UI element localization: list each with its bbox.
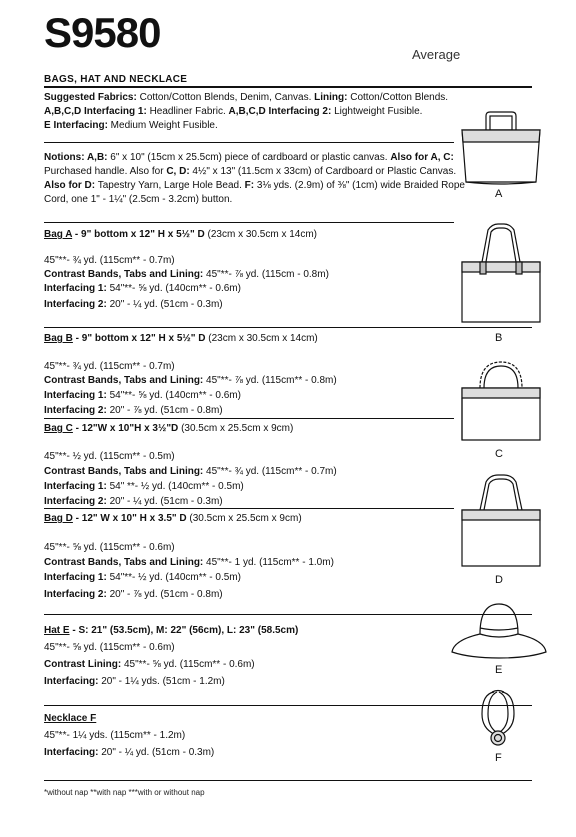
divider [44, 142, 454, 143]
divider [44, 86, 532, 88]
hat-e-row: Interfacing: 20" - 1¼ yds. (51cm - 1.2m) [44, 676, 225, 687]
bag-a-row: Interfacing 1: 54"**- ⅝ yd. (140cm** - 0.6m) [44, 283, 241, 294]
bag-a-title: Bag A - 9" bottom x 12" H x 5½" D (23cm x 30.5cm x 14cm) [44, 229, 318, 240]
bag-d-row: Contrast Bands, Tabs and Lining: 45"**- 1 yd. (115cm** - 1.0m) [44, 557, 334, 568]
necklace-f-illustration [476, 688, 520, 750]
divider [44, 222, 454, 223]
bag-a-illustration [456, 110, 546, 185]
subtitle: BAGS, HAT AND NECKLACE [44, 74, 188, 85]
bag-b-row: Interfacing 2: 20" - ⅞ yd. (51cm - 0.8m) [44, 405, 223, 416]
bag-b-illustration [458, 222, 544, 332]
hat-e-row: 45"**- ⅝ yd. (115cm** - 0.6m) [44, 642, 175, 653]
bag-b-row: Interfacing 1: 54"**- ⅝ yd. (140cm** - 0.6m) [44, 390, 241, 401]
necklace-f-row: Interfacing: 20" - ¼ yd. (51cm - 0.3m) [44, 747, 215, 758]
bag-c-illustration [458, 358, 544, 448]
bag-d-row: Interfacing 1: 54"**- ½ yd. (140cm** - 0.5m) [44, 572, 241, 583]
bag-d-illustration [458, 472, 544, 572]
necklace-f-row: 45"**- 1¼ yds. (115cm** - 1.2m) [44, 730, 186, 741]
bag-c-row: Interfacing 2: 20" - ¼ yd. (51cm - 0.3m) [44, 496, 223, 507]
fabrics-line-3: E Interfacing: Medium Weight Fusible. [44, 120, 218, 131]
figure-label-d: D [495, 574, 503, 586]
pattern-number: S9580 [44, 9, 161, 56]
figure-label-a: A [495, 188, 503, 200]
hat-e-illustration [450, 600, 548, 662]
divider [44, 418, 454, 419]
notions-line-3: Also for D: Tapestry Yarn, Large Hole Bead. F: 3⅛ yds. (2.9m) of ⅜" (1cm) wide Braided Rope [44, 180, 465, 191]
bag-c-row: Contrast Bands, Tabs and Lining: 45"**- ¾ yd. (115cm** - 0.7m) [44, 466, 337, 477]
notions-line-1: Notions: A,B: 6" x 10" (15cm x 25.5cm) piece of cardboard or plastic canvas. Also for A, C: [44, 152, 454, 163]
bag-c-row: Interfacing 1: 54" **- ½ yd. (140cm** - 0.5m) [44, 481, 244, 492]
figure-label-b: B [495, 332, 503, 344]
necklace-f-title: Necklace F [44, 713, 97, 724]
bag-b-row: Contrast Bands, Tabs and Lining: 45"**- ⅞ yd. (115cm** - 0.8m) [44, 375, 337, 386]
bag-c-row: 45"**- ½ yd. (115cm** - 0.5m) [44, 451, 175, 462]
bag-d-title: Bag D - 12" W x 10" H x 3.5" D (30.5cm x 25.5cm x 9cm) [44, 513, 302, 524]
hat-e-title: Hat E - S: 21" (53.5cm), M: 22" (56cm), L: 23" (58.5cm) [44, 625, 299, 636]
hat-e-row: Contrast Lining: 45"**- ⅝ yd. (115cm** - 0.6m) [44, 659, 255, 670]
notions-line-2: Purchased handle. Also for C, D: 4½" x 13" (11.5cm x 33cm) of Cardboard or Plastic Canvas. [44, 166, 457, 177]
figure-label-c: C [495, 448, 503, 460]
notions-line-4: Cord, one 1" - 1¼" (2.5cm - 3.2cm) button. [44, 194, 233, 205]
bag-d-row: Interfacing 2: 20" - ⅞ yd. (51cm - 0.8m) [44, 589, 223, 600]
fabrics-line-2: A,B,C,D Interfacing 1: Headliner Fabric. A,B,C,D Interfacing 2: Lightweight Fusible. [44, 106, 423, 117]
bag-a-row: Interfacing 2: 20" - ¼ yd. (51cm - 0.3m) [44, 299, 223, 310]
nap-legend: *without nap **with nap ***with or without nap [44, 788, 205, 797]
bag-b-title: Bag B - 9" bottom x 12" H x 5½" D (23cm x 30.5cm x 14cm) [44, 333, 318, 344]
fabrics-line-1: Suggested Fabrics: Cotton/Cotton Blends, Denim, Canvas. Lining: Cotton/Cotton Blends. [44, 92, 449, 103]
figure-label-e: E [495, 664, 503, 676]
bag-a-row: 45"**- ¾ yd. (115cm** - 0.7m) [44, 255, 175, 266]
bag-b-row: 45"**- ¾ yd. (115cm** - 0.7m) [44, 361, 175, 372]
divider [44, 705, 532, 706]
bag-d-row: 45"**- ⅝ yd. (115cm** - 0.6m) [44, 542, 175, 553]
figure-label-f: F [495, 752, 502, 764]
divider [44, 508, 454, 509]
bag-a-row: Contrast Bands, Tabs and Lining: 45"**- ⅞ yd. (115cm - 0.8m) [44, 269, 329, 280]
divider [44, 780, 532, 781]
difficulty-label: Average [412, 47, 461, 62]
bag-c-title: Bag C - 12"W x 10"H x 3½"D (30.5cm x 25.5cm x 9cm) [44, 423, 294, 434]
